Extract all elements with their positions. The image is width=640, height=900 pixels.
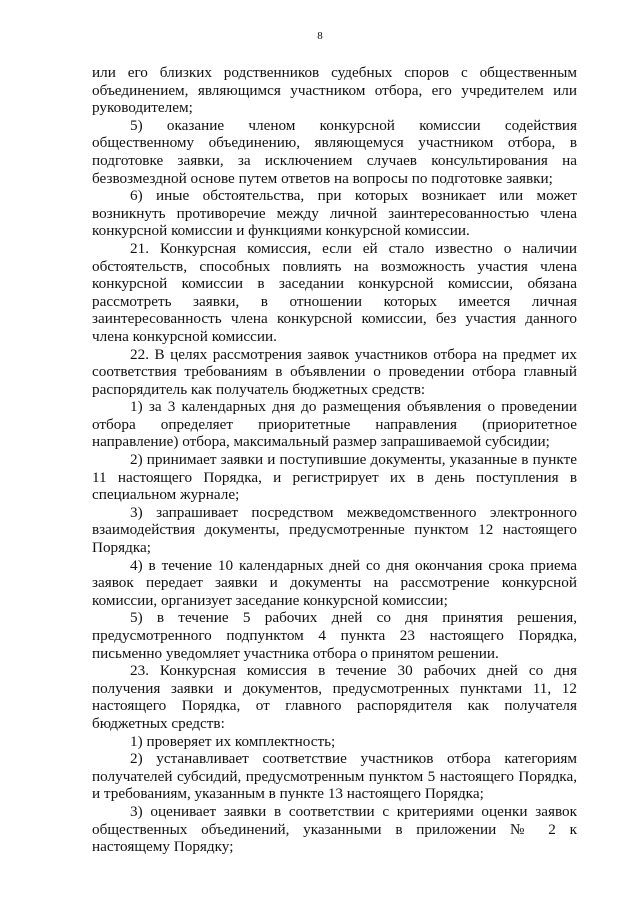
paragraph-clause-22: 22. В целях рассмотрения заявок участников отбора на предмет их соответствия требованиям в объявлении о проведении отбора главный распорядитель как получатель бюджетных средств: [92,345,577,398]
paragraph-clause-22-item-1: 1) за 3 календарных дня до размещения объявления о проведении отбора определяет приоритетные направления (приоритетное направление) отбора, максимальный размер запрашиваемой субсидии; [92,398,577,451]
paragraph-clause-22-item-4: 4) в течение 10 календарных дней со дня окончания срока приема заявок передает заявки и документы на рассмотрение конкурсной комиссии, организует заседание конкурсной комиссии; [92,556,577,609]
paragraph-clause-22-item-3: 3) запрашивает посредством межведомственного электронного взаимодействия документы, предусмотренные пунктом 12 настоящего Порядка; [92,503,577,557]
paragraph-clause-21: 21. Конкурсная комиссия, если ей стало известно о наличии обстоятельств, способных повлиять на возможность участия члена конкурсной комиссии в заседании конкурсной комиссии, обязана рассмотреть заявки, в отношении которых имеется личная заинтересованность члена конкурсной комиссии, без участия данного члена конкурсной комиссии. [92,239,577,345]
paragraph-clause-23-item-1: 1) проверяет их комплектность; [130,732,336,750]
document-body [92,64,577,856]
paragraph-clause-23-item-3: 3) оценивает заявки в соответствии с критериями оценки заявок общественных объединений, указанными в приложении № 2 к настоящему Порядку; [92,802,577,856]
page-number: 8 [317,30,323,42]
paragraph-clause-22-item-5: 5) в течение 5 рабочих дней со дня принятия решения, предусмотренного подпунктом 4 пункта 23 настоящего Порядка, письменно уведомляет участника отбора о принятом решении. [92,609,577,662]
paragraph-clause-22-item-2: 2) принимает заявки и поступившие документы, указанные в пункте 11 настоящего Порядка, и регистрирует их в день поступления в специальном журнале; [92,451,577,504]
paragraph-clause-23-item-2: 2) устанавливает соответствие участников отбора категориям получателей субсидий, предусмотренным пунктом 5 настоящего Порядка, и требованиям, указанным в пункте 13 настоящего Порядка; [92,750,577,803]
paragraph-continuation: или его близких родственников судебных споров с общественным объединением, являющимся участником отбора, его учредителем или руководителем; [92,64,577,117]
paragraph-clause-23: 23. Конкурсная комиссия в течение 30 рабочих дней со дня получения заявки и документов, предусмотренных пунктами 11, 12 настоящего Порядка, от главного распорядителя как получателя бюджетных средств: [92,662,577,732]
paragraph-item-5: 5) оказание членом конкурсной комиссии содействия общественному объединению, являющемуся участником отбора, в подготовке заявки, за исключением случаев консультирования на безвозмездной основе путем ответов на вопросы по подготовке заявки; [92,116,577,187]
paragraph-item-6: 6) иные обстоятельства, при которых возникает или может возникнуть противоречие между личной заинтересованностью члена конкурсной комиссии и функциями конкурсной комиссии. [92,187,577,240]
